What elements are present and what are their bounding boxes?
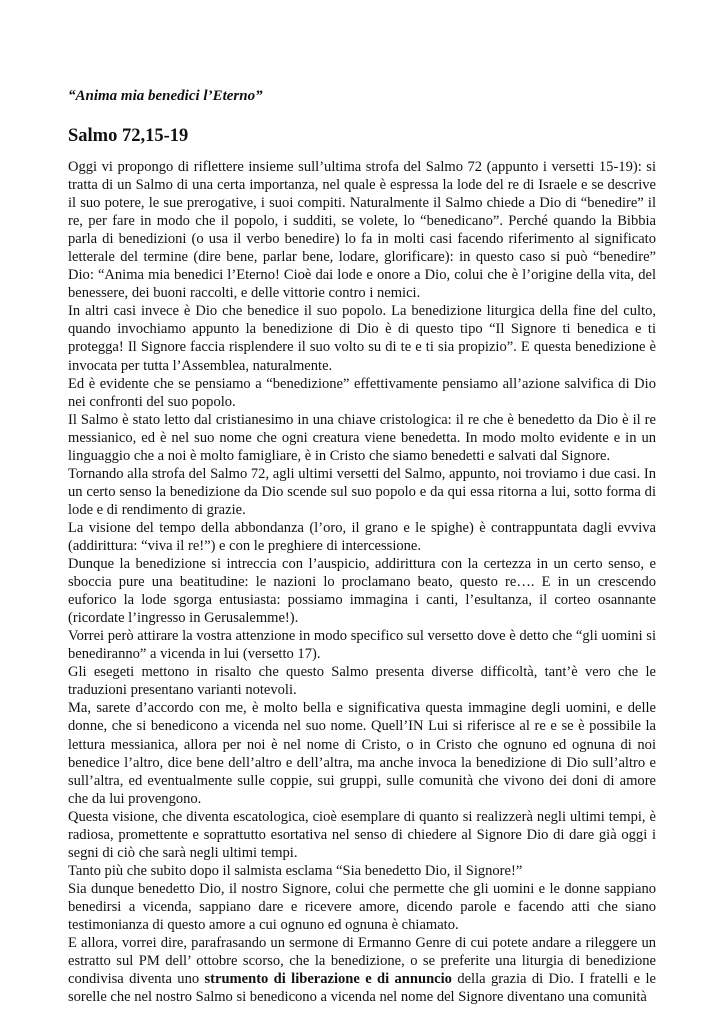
paragraph: Il Salmo è stato letto dal cristianesimo in una chiave cristologica: il re che è benedetto da Dio è il re messianico, ed è nel suo nome che ogni creatura viene benedetta. In modo molto evidente e in un linguaggio che a noi è molto famigliare, è in Cristo che siamo benedetti e salvati dal Signore. bbox=[68, 411, 656, 464]
paragraph: La visione del tempo della abbondanza (l’oro, il grano e le spighe) è contrappuntata dagli evviva (addirittura: “viva il re!”) e con le preghiere di intercessione. bbox=[68, 519, 656, 554]
epigraph: “Anima mia benedici l’Eterno” bbox=[68, 88, 263, 104]
paragraph: Dunque la benedizione si intreccia con l’auspicio, addirittura con la certezza in un certo senso, e sboccia pure una beatitudine: le nazioni lo proclamano beato, questo re…. E in un crescendo euforico la lode sgorga entusiasta: possiamo immagina i canti, l’esultanza, il corteo osannante (ricordate l’ingresso in Gerusalemme!). bbox=[68, 556, 656, 627]
paragraph: Tornando alla strofa del Salmo 72, agli ultimi versetti del Salmo, appunto, noi troviamo i due casi. In un certo senso la benedizione da Dio scende sul suo popolo e da qui essa ritorna a lui, sotto forma di lode e di rendimento di grazie. bbox=[68, 465, 656, 518]
paragraph-text: della grazia di Dio. I fratelli e le sorelle che nel nostro Salmo si benedicono a vicenda nel nome del Signore diventano una comunità bbox=[68, 971, 656, 1006]
paragraph-text: E allora, vorrei dire, parafrasando un sermone di Ermanno Genre di cui potete andare a rileggere un estratto sul PM dell’ ottobre scorso, che la benedizione, o se preferite una liturgia di benedizione condivisa diventa uno bbox=[68, 935, 656, 988]
page-title: Salmo 72,15-19 bbox=[68, 126, 189, 146]
paragraph: Questa visione, che diventa escatologica, cioè esemplare di quanto si realizzerà negli ultimi tempi, è radiosa, promettente e soprattutto esortativa nel senso di chiedere al Signore Dio di dare già oggi i segni di ciò che sarà negli ultimi tempi. bbox=[68, 808, 656, 861]
paragraph: Gli esegeti mettono in risalto che questo Salmo presenta diverse difficoltà, tant’è vero che le traduzioni presentano varianti notevoli. bbox=[68, 664, 656, 699]
paragraph: Oggi vi propongo di riflettere insieme sull’ultima strofa del Salmo 72 (appunto i versetti 15-19): si tratta di un Salmo di una certa importanza, nel quale è espressa la lode del re di Israele e se descrive il suo potere, le sue prerogative, i suoi compiti. Naturalmente il Salmo chiede a Dio di “benedire” il re, per fare in modo che il popolo, i sudditi, se volete, lo “benedicano”. Perché quando la Bibbia parla di benedizioni (o usa il verbo benedire) lo fa in molti casi facendo riferimento al significato letterale del termine (dire bene, parlar bene, lodare, glorificare): in questo caso si può “benedire” Dio: “Anima mia benedici l’Eterno! Cioè dai lode e onore a Dio, colui che è l’origine della vita, del benessere, dei buoni raccolti, e delle vittorie contro i nemici. bbox=[68, 159, 656, 302]
paragraph: Sia dunque benedetto Dio, il nostro Signore, colui che permette che gli uomini e le donne sappiano benedirsi a vicenda, sappiano dare e ricevere amore, dicendo parole e facendo atti che siano testimonianza di questo amore a cui ognuno ed ognuna è chiamato. bbox=[68, 880, 656, 933]
paragraph: Tanto più che subito dopo il salmista esclama “Sia benedetto Dio, il Signore!” bbox=[68, 862, 523, 879]
paragraph: Ma, sarete d’accordo con me, è molto bella e significativa questa immagine degli uomini, e delle donne, che si benedicono a vicenda nel suo nome. Quell’IN Lui si riferisce al re e se è possibile la lettura messianica, allora per noi è nel nome di Cristo, o in Cristo che ognuno ed ognuna di noi benedice l’altro, dice bene dell’altro e dell’altra, ma anche invoca la benedizione di Dio sull’altro e sull’altra, ed eventualmente sulle coppie, sui gruppi, sulle comunità che vivono dei doni di amore che da lui provengono. bbox=[68, 700, 656, 807]
paragraph: In altri casi invece è Dio che benedice il suo popolo. La benedizione liturgica della fine del culto, quando invochiamo appunto la benedizione di Dio è di questo tipo “Il Signore ti benedica e ti protegga! Il Signore faccia risplendere il suo volto su di te e ti sia propizio”. E questa benedizione è invocata per tutta l’Assemblea, naturalmente. bbox=[68, 303, 656, 374]
paragraph: Ed è evidente che se pensiamo a “benedizione” effettivamente pensiamo all’azione salvifica di Dio nei confronti del suo popolo. bbox=[68, 375, 656, 410]
paragraph-last bbox=[68, 934, 656, 1006]
paragraph: Vorrei però attirare la vostra attenzione in modo specifico sul versetto dove è detto che “gli uomini si benediranno” a vicenda in lui (versetto 17). bbox=[68, 628, 656, 663]
document-body bbox=[68, 158, 656, 1006]
bold-phrase: strumento di liberazione e di annuncio bbox=[204, 971, 452, 988]
document-page bbox=[68, 86, 656, 1006]
